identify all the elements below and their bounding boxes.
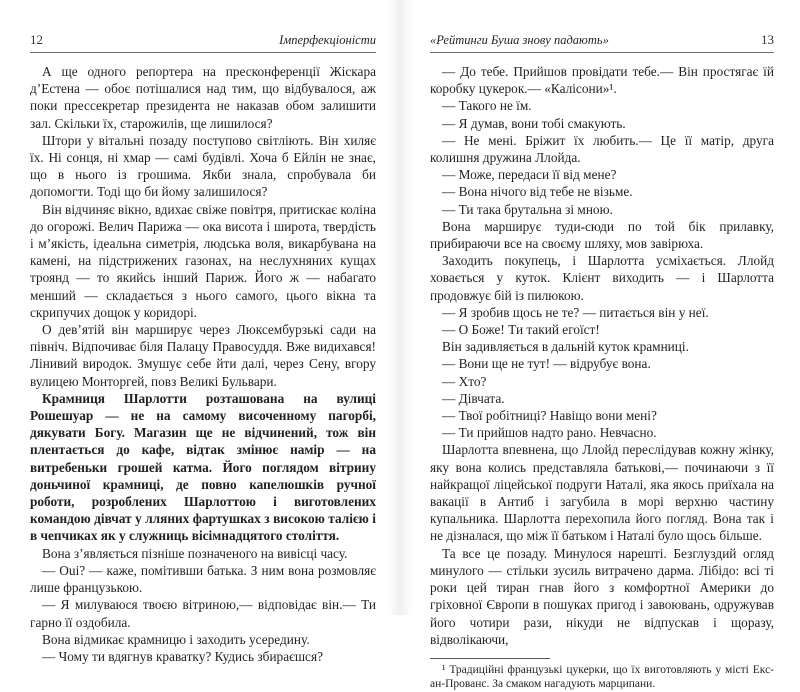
paragraph: Заходить покупець, і Шарлотта усміхається. Ллойд ховається у куток. Клієнт виходить — і Шарлотта продовжує бій із пилюкою. [430,253,774,303]
right-page-number: 13 [761,32,774,47]
paragraph: — Oui? — каже, помітивши батька. З ним вона розмовляє лише французькою. [30,562,376,596]
right-page-body [430,63,774,648]
paragraph: Вона відмикає крамницю і заходить усередину. [42,631,310,647]
right-running-header [430,32,774,53]
paragraph: — Чому ти вдягнув краватку? Кудись збираєшся? [42,648,323,664]
left-page [0,0,400,664]
paragraph: — Хто? [442,373,487,389]
paragraph: Крамниця Шарлотти розташована на вулиці Рошешуар — не на самому височенному пагорбі, дякувати Богу. Магазин ще не відчинений, тож він плентається до кафе, відтак змінює намір — на витребеньки грошей катма. Його поглядом вітрину доньчиної крамниці, де повно капелюшків ручної роботи, розроблених Шарлоттою і виготовлених командою дівчат у лляних фартушках з високою талією і в чепчиках як у служниць вісімнадцятого століття. [30,390,376,544]
paragraph: — Я милуваюся твоєю вітриною,— відповідає він.— Ти гарно її оздобила. [30,597,376,630]
paragraph: — Я зробив щось не те? — питається він у неї. [442,304,709,320]
paragraph: Шарлотта впевнена, що Ллойд переслідував кожну жінку, яку вона колись представляла батькові,— починаючи з її найкращої ліцейської подруги Наталі, яка якось приїхала на вакації в Антиб і загубила в морі верхню частину купальника. Шарлотта перехопила його погляд. Вона так і не дізналася, що між її батьком і Наталі було щось більше. [430,442,774,544]
paragraph: О дев’ятій він марширує через Люксембурзькі сади на північ. Відпочиває біля Палацу Правосуддя. Вже видихався! Лінивий виродок. Змушує себе йти далі, через Сену, вгору вулицею Монторгей, повз Великі Бульвари. [30,322,376,389]
paragraph: Та все це позаду. Минулося нарешті. Безглуздий огляд минулого — стільки зусиль витрачено дарма. Лібідо: всі ті роки цей тиран гнав його з комфортної Америки до гріховної Європи в пошуках пригод і завоювань, одружував його чотири рази, нікуди не відпускав і щоразу, відволікаючи, [430,545,774,647]
paragraph: — Такого не їм. [442,98,532,114]
paragraph: — Ти прийшов надто рано. Невчасно. [442,425,657,441]
paragraph: — О Боже! Ти такий егоїст! [442,322,600,338]
paragraph: — Може, передаси її від мене? [442,167,617,183]
paragraph: — Ти така брутальна зі мною. [442,201,613,217]
paragraph: Він задивляється в дальній куток крамниці. [442,339,689,355]
left-running-title: Імперфекціоністи [279,33,376,47]
paragraph: Він відчиняє вікно, вдихає свіже повітря, притискає коліна до огорожі. Велич Парижа — ока висота і широта, твердість і м’якість, ідеальна симетрія, людська воля, викарбувана на камені, на підстрижених газонах, на неслухняних кущах троянд — то якийсь інший Париж. Його ж — набагато менший — складається з нього самого, цього вікна та скрипучих дощок у коридорі. [30,201,376,320]
left-running-header [30,32,376,53]
right-running-title: «Рейтинги Буша знову падають» [430,33,609,47]
paragraph: — Дівчата. [442,390,505,406]
paragraph: — Не мені. Бріжит їх любить.— Це її матір, друга колишня дружина Ллойда. [430,132,774,166]
paragraph: — Я думав, вони тобі смакують. [442,115,626,131]
paragraph: — Вони ще не тут! — відрубує вона. [442,356,651,372]
paragraph: Вона марширує туди-сюди по той бік прилавку, прибираючи все на своєму шляху, мов завірюха. [430,218,774,252]
left-page-number: 12 [30,32,43,47]
paragraph: А ще одного репортера на пресконференції Жіскара д’Естена — обоє потішалися над тим, що відбувалося, аж поки прессекретар президента не наказав обом залишити зал. Скільки їх, старожилів, ще лишилося? [30,64,376,131]
paragraph: — Вона нічого від тебе не візьме. [442,184,633,200]
paragraph: — До тебе. Прийшов провідати тебе.— Він простягає їй коробку цукерок.— «Калісони»¹. [430,64,774,97]
footnote-rule [430,658,550,659]
paragraph: — Твої робітниці? Навіщо вони мені? [442,408,657,424]
paragraph: Штори у вітальні позаду поступово світліють. Він хиляє їх. Ні сонця, ні хмар — самі будівлі. Хоча б Ейлін не знає, що в нього із грошима. Якби знала, спробувала би допомогти. Тоді що би йому залишилося? [30,132,376,200]
paragraph: Вона з’являється пізніше позначеного на вивісці часу. [42,545,348,561]
footnote: ¹ Традиційні французькі цукерки, що їх виготовляють у місті Екс-ан-Прованс. За смаком нагадують марципани. [430,663,774,691]
left-page-body [30,63,376,665]
right-page [400,0,800,691]
